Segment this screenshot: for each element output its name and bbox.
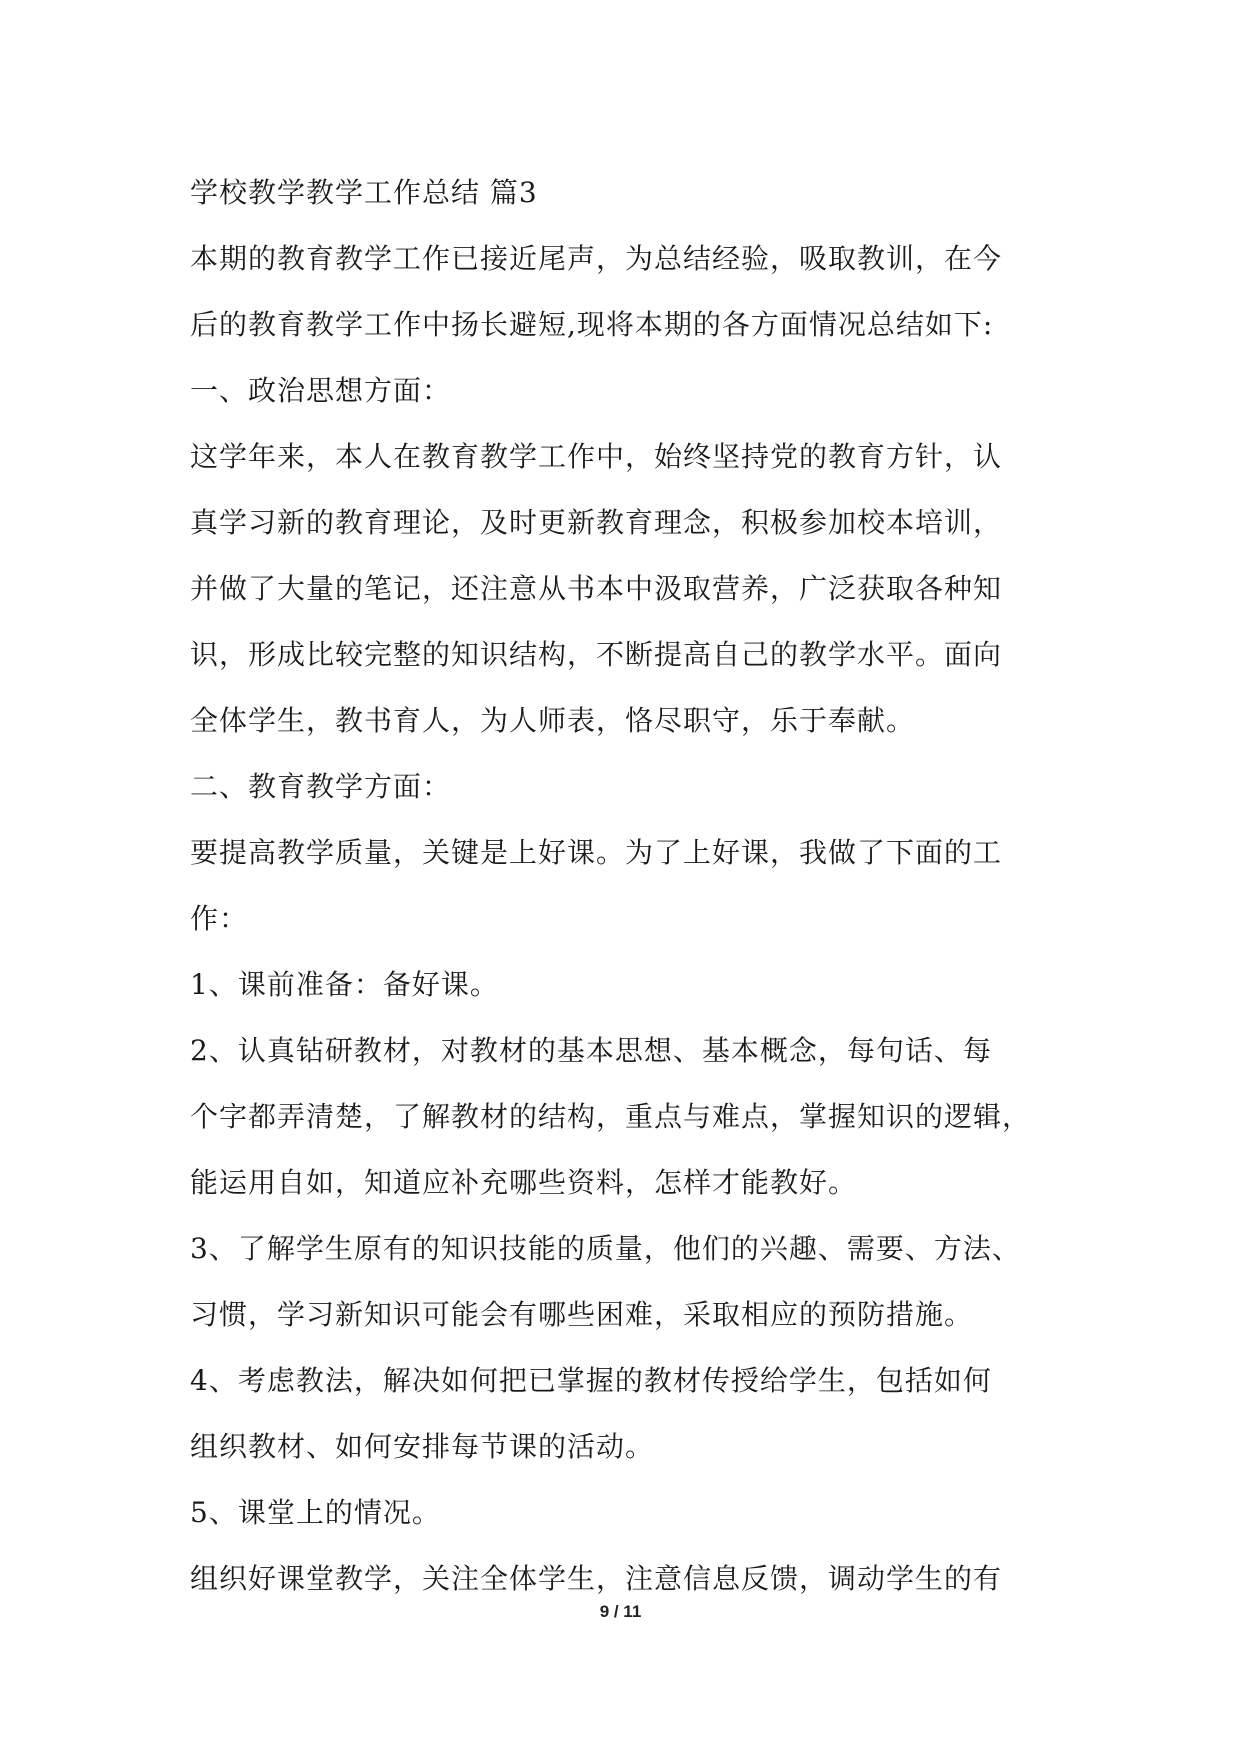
paragraph-line: 这学年来，本人在教育教学工作中，始终坚持党的教育方针，认 [190,440,1003,473]
paragraph-line: 全体学生，教书育人，为人师表，恪尽职守，乐于奉献。 [190,704,916,737]
paragraph-line: 本期的教育教学工作已接近尾声，为总结经验，吸取教训，在今 [190,242,1003,275]
paragraph-line: 要提高教学质量，关键是上好课。为了上好课，我做了下面的工 [190,836,1003,869]
paragraph-line: 并做了大量的笔记，还注意从书本中汲取营养，广泛获取各种知 [190,572,1003,605]
paragraph-line: 组织教材、如何安排每节课的活动。 [190,1430,655,1463]
paragraph-line: 组织好课堂教学，关注全体学生，注意信息反馈，调动学生的有 [190,1562,1003,1595]
paragraph-line: 个字都弄清楚，了解教材的结构，重点与难点，掌握知识的逻辑， [190,1100,1032,1133]
paragraph-line: 识，形成比较完整的知识结构，不断提高自己的教学水平。面向 [190,638,1003,671]
paragraph-line: 能运用自如，知道应补充哪些资料，怎样才能教好。 [190,1166,858,1199]
list-item: 3、了解学生原有的知识技能的质量，他们的兴趣、需要、方法、 [190,1232,1021,1265]
document-title: 学校教学教学工作总结 篇3 [190,176,538,209]
page-number: 9 / 11 [599,1602,642,1621]
section-heading: 二、教育教学方面： [190,770,452,803]
paragraph-line: 真学习新的教育理论，及时更新教育理念，积极参加校本培训， [190,506,1003,539]
paragraph-line: 习惯，学习新知识可能会有哪些困难，采取相应的预防措施。 [190,1298,974,1331]
paragraph-line: 作： [190,902,249,935]
paragraph-line: 后的教育教学工作中扬长避短,现将本期的各方面情况总结如下: [190,308,994,341]
list-item: 4、考虑教法，解决如何把已掌握的教材传授给学生，包括如何 [190,1364,992,1397]
list-item: 5、课堂上的情况。 [190,1496,441,1529]
document-body [190,160,1090,1612]
list-item: 1、课前准备：备好课。 [190,968,499,1001]
list-item: 2、认真钻研教材，对教材的基本思想、基本概念，每句话、每 [190,1034,992,1067]
section-heading: 一、政治思想方面： [190,374,452,407]
